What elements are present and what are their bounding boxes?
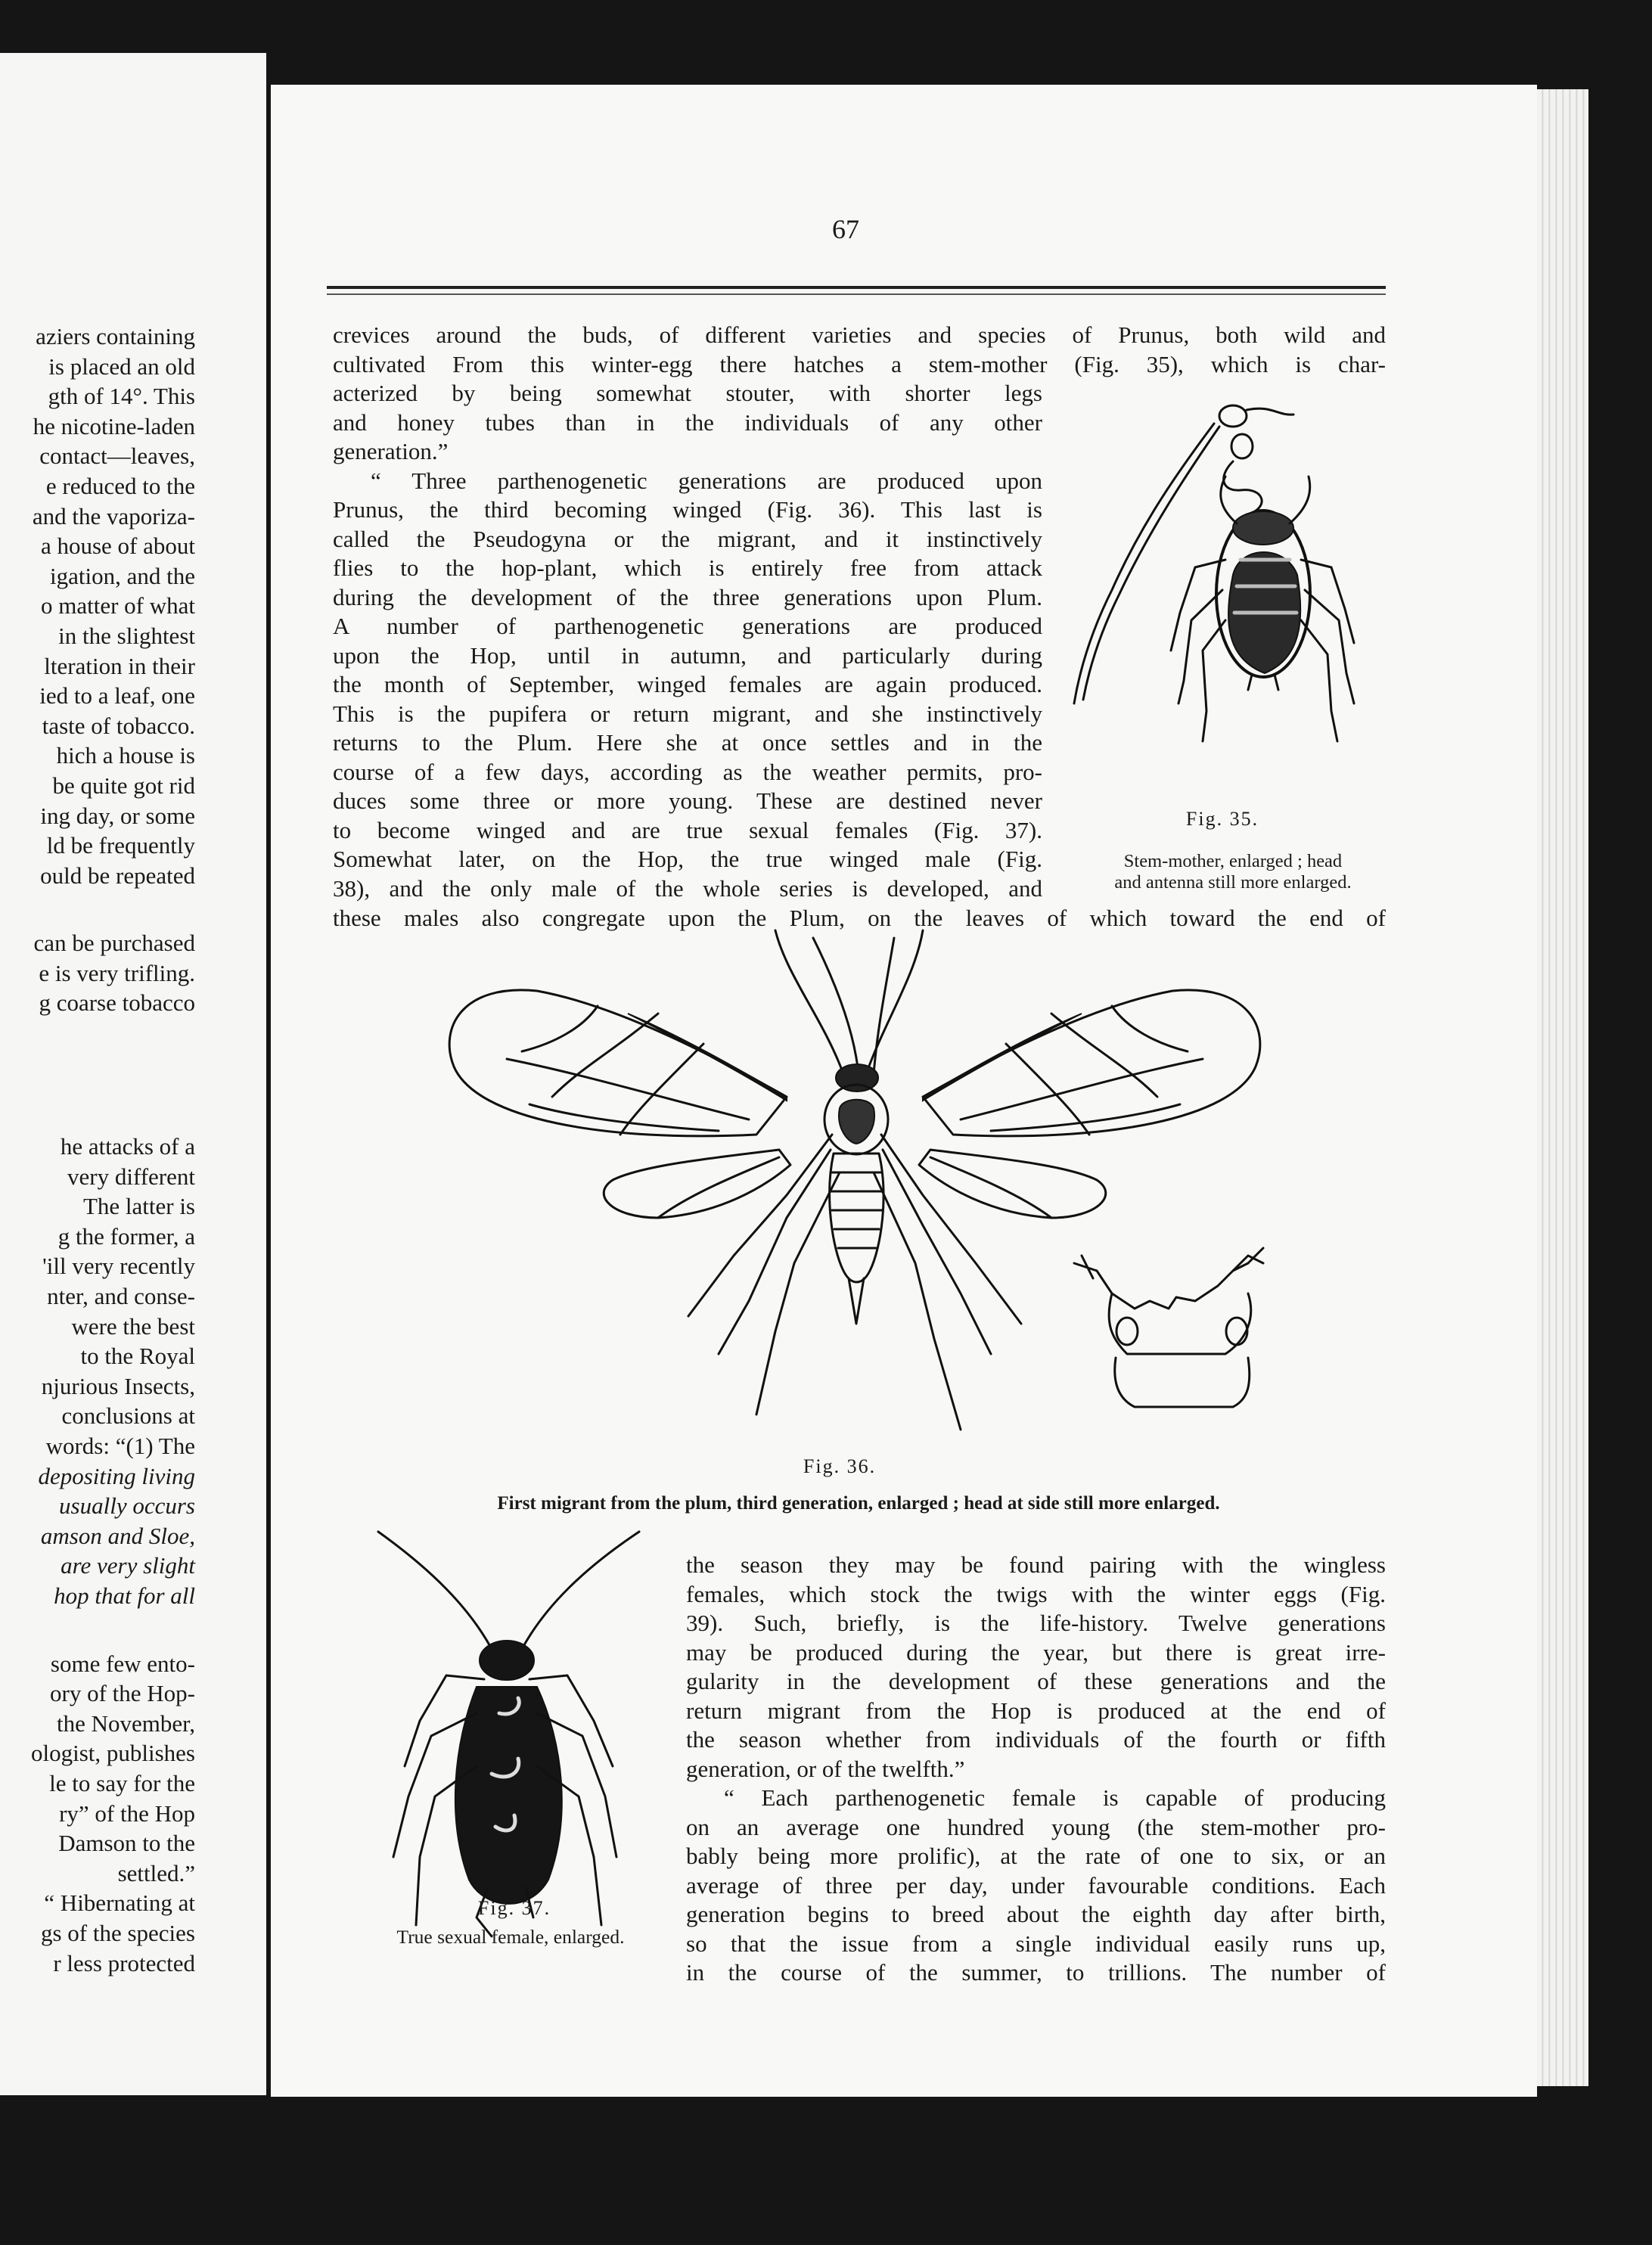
text-line: the season they may be found pairing with the wingless: [686, 1551, 1386, 1578]
text-line: average of three per day, under favourable conditions. Each: [686, 1871, 1386, 1899]
text-line: “ Three parthenogenetic generations are produced upon: [371, 467, 1042, 494]
left-page-line: very different: [67, 1163, 195, 1190]
left-page-line: ry” of the Hop: [59, 1799, 195, 1827]
left-page-text: [0, 321, 266, 1978]
text-line: and honey tubes than in the individuals of any other: [333, 408, 1042, 436]
left-page-line: to the Royal: [80, 1343, 195, 1370]
text-line: Somewhat later, on the Hop, the true winged male (Fig.: [333, 846, 1042, 872]
text-line: may be produced during the year, but there is great irre-: [686, 1638, 1386, 1666]
text-line: acterized by being somewhat stouter, with shorter legs: [333, 380, 1042, 406]
left-page-line: lteration in their: [44, 652, 195, 679]
left-page-line: ould be repeated: [40, 862, 195, 889]
left-page-line: hich a house is: [56, 742, 195, 769]
left-page-line: 'ill very recently: [42, 1253, 195, 1280]
header-rule-thin: [327, 293, 1386, 295]
left-page-line: e reduced to the: [45, 472, 195, 499]
text-line: the season whether from individuals of the fourth or fifth: [686, 1726, 1386, 1753]
text-line: returns to the Plum. Here she at once settles and in the: [333, 729, 1042, 756]
text-line: 39). Such, briefly, is the life-history. Twelve generations: [686, 1610, 1386, 1636]
text-line: to become winged and are true sexual females (Fig. 37).: [333, 816, 1042, 843]
left-page-line: gth of 14°. This: [48, 383, 195, 410]
left-page-line: Damson to the: [58, 1830, 195, 1857]
fig37-caption: True sexual female, enlarged.: [396, 1926, 625, 1948]
left-page-line: igation, and the: [50, 562, 195, 589]
left-page-line: were the best: [71, 1312, 195, 1340]
left-page-line: r less protected: [53, 1949, 195, 1976]
left-page-line: ory of the Hop-: [50, 1680, 195, 1707]
text-line: Prunus, the third becoming winged (Fig. 36). This last is: [333, 496, 1042, 523]
text-line: A number of parthenogenetic generations are produced: [333, 613, 1042, 639]
fig35-caption-line1: Stem-mother, enlarged ; head: [1123, 851, 1343, 871]
left-page-line: some few ento-: [50, 1650, 195, 1677]
left-page-line: and the vaporiza-: [32, 502, 195, 529]
fig36-caption: First migrant from the plum, third generation, enlarged ; head at side still more enlarged.: [497, 1493, 1220, 1514]
left-page-line: g the former, a: [57, 1222, 195, 1250]
paragraph-narrow: [333, 379, 1042, 903]
fig36-label: Fig. 36.: [803, 1455, 877, 1477]
text-line: This is the pupifera or return migrant, and she instinctively: [333, 700, 1042, 727]
text-line: “ Each parthenogenetic female is capable of producing: [724, 1784, 1386, 1811]
left-page-line: are very slight: [61, 1552, 195, 1579]
fig36-winged-migrant-illustration: [431, 946, 1339, 1445]
left-page-line: depositing living: [38, 1462, 195, 1489]
page-edges: [1537, 89, 1588, 2086]
left-page-line: taste of tobacco.: [42, 712, 195, 739]
left-page-line: njurious Insects,: [41, 1372, 195, 1399]
text-line: on an average one hundred young (the stem-mother pro-: [686, 1813, 1386, 1840]
text-line: in the course of the summer, to trillions. The number of: [686, 1959, 1386, 1986]
paragraph-life-history: [686, 1551, 1386, 1988]
left-page-line: [0, 1056, 266, 1094]
text-line: these males also congregate upon the Plum, on the leaves of which toward the end of: [333, 905, 1386, 931]
left-page-line: nter, and conse-: [47, 1283, 195, 1310]
left-page-line: ing day, or some: [40, 802, 195, 829]
fig35-stem-mother-illustration: [1044, 393, 1392, 802]
page-number: 67: [832, 214, 859, 244]
text-line: generation, or of the twelfth.”: [686, 1755, 965, 1782]
text-line: 38), and the only male of the whole series is developed, and: [333, 874, 1042, 902]
left-page-line: is placed an old: [48, 352, 195, 380]
text-line: generation.”: [333, 438, 449, 464]
left-page-line: be quite got rid: [52, 772, 195, 799]
left-page-line: o matter of what: [40, 592, 195, 619]
text-line: so that the issue from a single individual easily runs up,: [686, 1930, 1386, 1957]
text-line: duces some three or more young. These are destined never: [333, 787, 1042, 814]
left-page-line: a house of about: [40, 533, 195, 560]
header-rule: [327, 286, 1386, 289]
fig37-sexual-female-illustration: [363, 1524, 666, 1948]
text-line: the month of September, winged females are again produced.: [333, 671, 1042, 697]
left-page-line: ologist, publishes: [30, 1740, 195, 1767]
text-line: gularity in the development of these generations and the: [686, 1668, 1386, 1694]
left-page-line: usually occurs: [59, 1492, 195, 1520]
left-page-line: The latter is: [82, 1193, 195, 1220]
left-page-line: in the slightest: [58, 622, 195, 649]
left-page-line: hop that for all: [54, 1582, 195, 1609]
text-line: upon the Hop, until in autumn, and particularly during: [333, 641, 1042, 669]
left-page-line: aziers containing: [36, 323, 195, 349]
left-page-line: gs of the species: [40, 1919, 195, 1946]
left-page-line: [0, 1018, 266, 1056]
left-page-line: amson and Sloe,: [40, 1522, 195, 1549]
left-page-line: “ Hibernating at: [44, 1889, 195, 1917]
text-line: called the Pseudogyna or the migrant, and it instinctively: [333, 525, 1042, 552]
fig37-label: Fig. 37.: [477, 1897, 551, 1919]
left-page-line: contact—leaves,: [39, 442, 195, 470]
text-line: return migrant from the Hop is produced at the end of: [686, 1697, 1386, 1724]
left-page-line: words: “(1) The: [45, 1433, 195, 1459]
text-line: crevices around the buds, of different varieties and species of Prunus, both wild and: [333, 321, 1386, 348]
text-line: course of a few days, according as the weather permits, pro-: [333, 758, 1042, 785]
left-page-line: he attacks of a: [60, 1133, 195, 1160]
text-line: flies to the hop-plant, which is entirely free from attack: [333, 554, 1042, 581]
left-page-line: he nicotine-laden: [33, 412, 195, 439]
left-page-line: conclusions at: [61, 1402, 195, 1430]
text-line: cultivated From this winter-egg there hatches a stem-mother (Fig. 35), which is char-: [333, 350, 1386, 377]
text-line: bably being more prolific), at the rate of one to six, or an: [686, 1843, 1386, 1869]
text-line: during the development of the three generations upon Plum.: [333, 583, 1042, 610]
left-page-line: [0, 890, 266, 928]
left-page-line: e is very trifling.: [39, 959, 195, 986]
text-line: females, which stock the twigs with the winter eggs (Fig.: [686, 1580, 1386, 1607]
left-page-line: [0, 1094, 266, 1132]
left-page-line: le to say for the: [49, 1769, 195, 1796]
left-page-line: settled.”: [117, 1859, 195, 1886]
left-page-line: [0, 1611, 266, 1649]
fig35-caption-line2: and antenna still more enlarged.: [1114, 872, 1352, 893]
left-page-line: ld be frequently: [46, 832, 195, 859]
fig35-caption: [1059, 851, 1407, 893]
text-line: generation begins to breed about the eighth day after birth,: [686, 1901, 1386, 1927]
paragraph-intro: [333, 321, 1386, 379]
left-page-line: the November,: [57, 1709, 195, 1737]
fig35-label: Fig. 35.: [1185, 808, 1259, 830]
left-page-line: can be purchased: [33, 930, 195, 957]
paragraph-tail: [333, 904, 1386, 933]
left-page-line: g coarse tobacco: [39, 989, 195, 1017]
left-page: [0, 53, 266, 2095]
left-page-line: ied to a leaf, one: [39, 682, 195, 710]
